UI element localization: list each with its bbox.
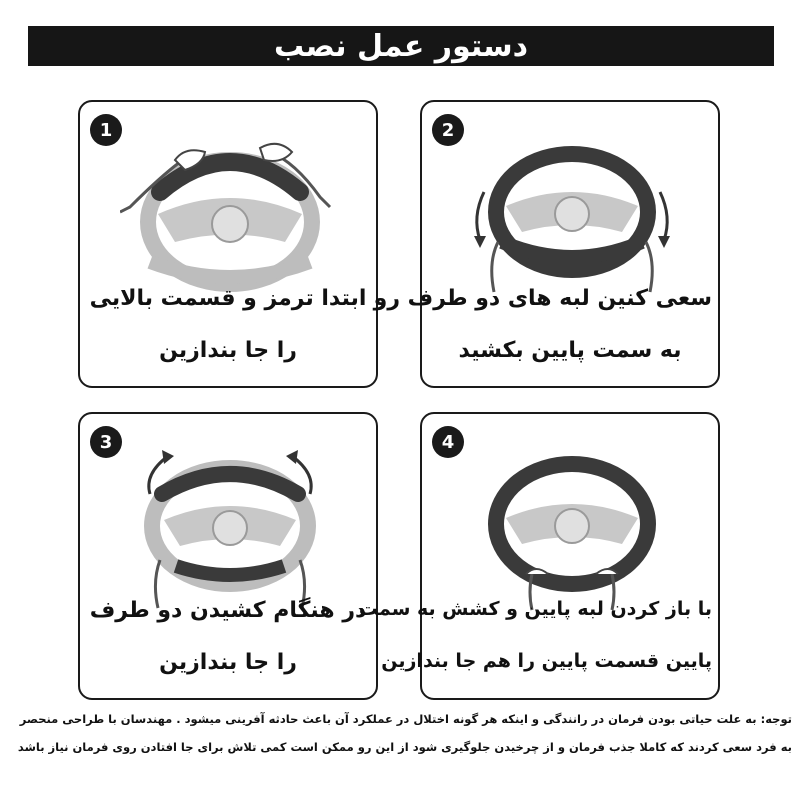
note-line-1: توجه: به علت حیاتی بودن فرمان در رانندگی و اینکه هر گونه اختلال در عملکرد آن باعث حادثه آفرینی میشود . مهندسان با طراحی منحصر — [19, 712, 792, 726]
step-number-badge: 1 — [90, 114, 122, 146]
steering-wheel-pull-sides-icon — [462, 122, 682, 302]
step-number-badge: 4 — [432, 426, 464, 458]
page-title: دستور عمل نصب — [273, 28, 529, 64]
step-number-badge: 2 — [432, 114, 464, 146]
step-caption-line2: به سمت پایین بکشید — [458, 338, 682, 363]
steering-wheel-hands-bottom-icon — [120, 434, 340, 614]
step-caption-line1: ابتدا ترمز و قسمت بالایی — [89, 286, 367, 311]
step-card-3 — [78, 412, 378, 700]
steering-wheel-hands-top-icon — [120, 122, 340, 302]
step-card-4 — [358, 412, 720, 700]
step-caption-line2: را جا بندازین — [159, 650, 297, 675]
title-bar — [28, 26, 774, 66]
step-caption-line1: سعی کنین لبه های دو طرف رو — [373, 286, 712, 311]
step-caption-line1: با باز کردن لبه پایین و کشش به سمت — [358, 598, 712, 620]
step-number-badge: 3 — [90, 426, 122, 458]
step-card-2 — [373, 100, 720, 388]
steering-wheel-complete-icon — [462, 434, 682, 614]
note-line-2: به فرد سعی کردند که کاملا جذب فرمان و از چرخیدن جلوگیری شود از این رو ممکن است کمی تلاش برای جا افتادن روی فرمان نیاز باشد — [17, 740, 792, 754]
step-caption-line2: پایین قسمت پایین را هم جا بندازین — [381, 650, 712, 672]
step-caption-line2: را جا بندازین — [159, 338, 297, 363]
step-caption-line1: در هنگام کشیدن دو طرف — [89, 598, 367, 623]
step-card-1 — [78, 100, 378, 388]
